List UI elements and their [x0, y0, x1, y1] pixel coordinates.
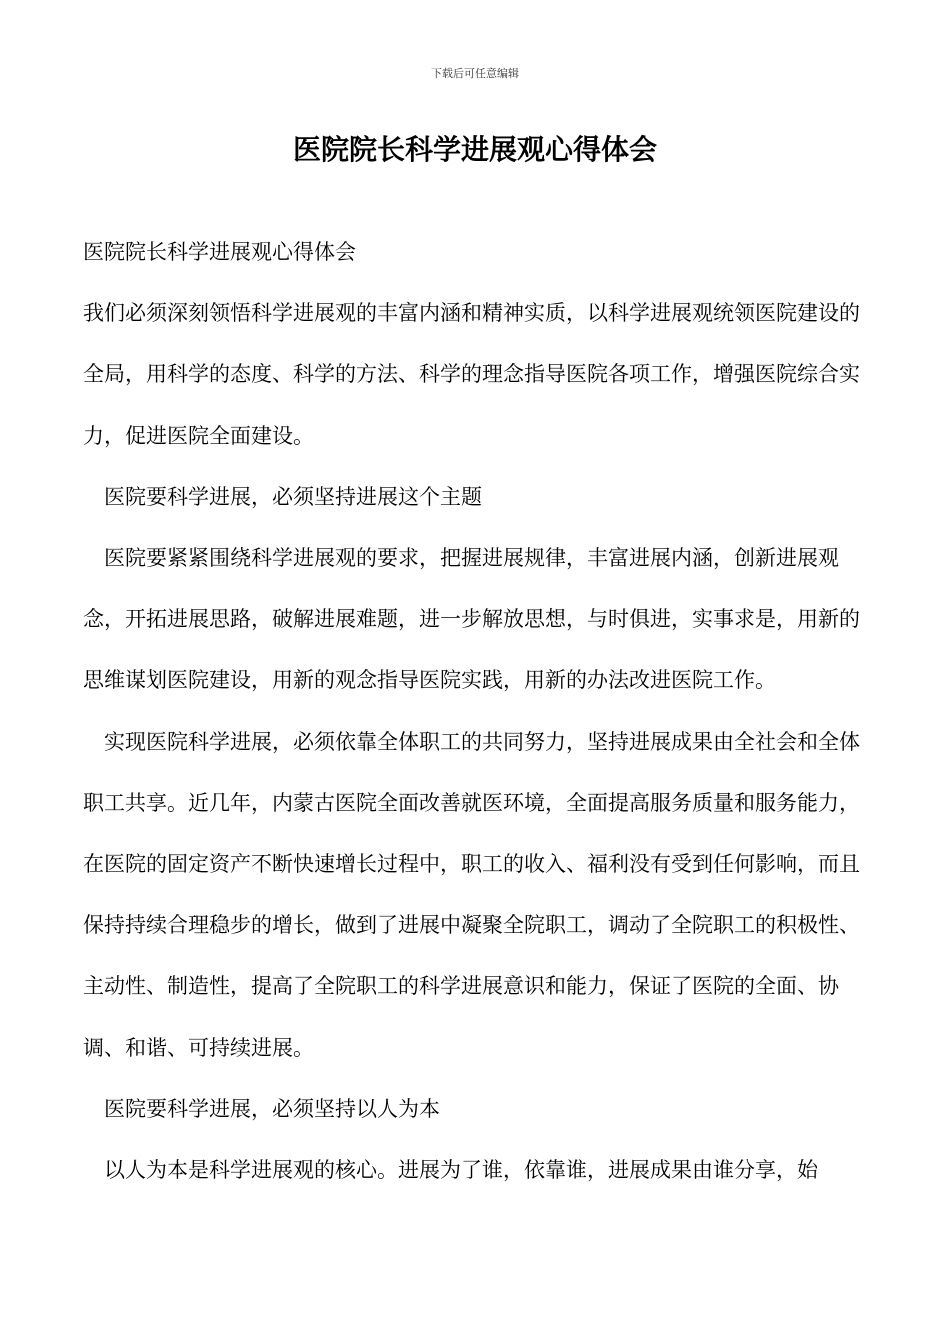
document-title: 医院院长科学进展观心得体会 [292, 133, 657, 166]
paragraph-people-oriented: 以人为本是科学进展观的核心。进展为了谁，依靠谁，进展成果由谁分享，始 [104, 1158, 818, 1183]
document-subtitle: 医院院长科学进展观心得体会 [83, 240, 356, 264]
paragraph-development: 医院要紧紧围绕科学进展观的要求，把握进展规律，丰富进展内涵，创新进展观念，开拓进展思路，破解进展难题，进一步解放思想，与时俱进，实事求是，用新的思维谋划医院建设，用新的观念指导医院实践，用新的办法改进医院工作。 [83, 546, 860, 693]
document-body [83, 222, 873, 1201]
paragraph-staff: 实现医院科学进展，必须依靠全体职工的共同努力，坚持进展成果由全社会和全体职工共享。近几年，内蒙古医院全面改善就医环境，全面提高服务质量和服务能力，在医院的固定资产不断快速增长过程中，职工的收入、福利没有受到任何影响，而且保持持续合理稳步的增长，做到了进展中凝聚全院职工，调动了全院职工的积极性、主动性、制造性，提高了全院职工的科学进展意识和能力，保证了医院的全面、协调、和谐、可持续进展。 [83, 729, 860, 1060]
section-heading-people-oriented: 医院要科学进展，必须坚持以人为本 [104, 1096, 440, 1121]
paragraph-intro: 我们必须深刻领悟科学进展观的丰富内涵和精神实质，以科学进展观统领医院建设的全局，用科学的态度、科学的方法、科学的理念指导医院各项工作，增强医院综合实力，促进医院全面建设。 [83, 301, 860, 448]
header-note: 下载后可任意编辑 [431, 67, 519, 80]
section-heading-development: 医院要科学进展，必须坚持进展这个主题 [104, 484, 482, 509]
